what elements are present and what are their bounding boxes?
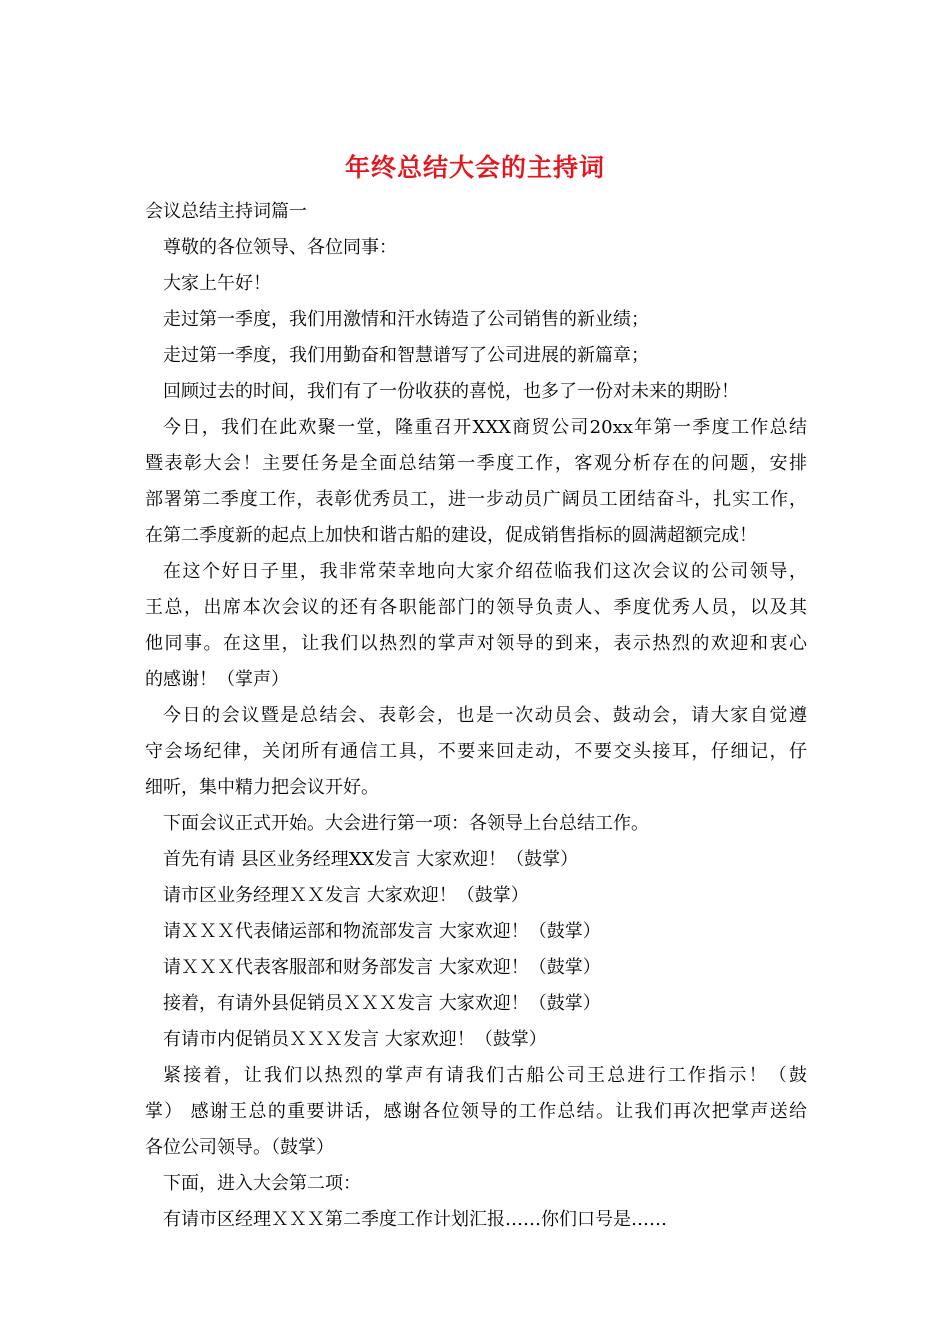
paragraph-line: 暨表彰大会！主要任务是全面总结第一季度工作，客观分析存在的问题，安排 — [145, 453, 807, 474]
paragraph-line: 走过第一季度，我们用激情和汗水铸造了公司销售的新业绩； — [163, 309, 649, 330]
paragraph-line: 王总，出席本次会议的还有各职能部门的领导负责人、季度优秀人员，以及其 — [145, 597, 807, 618]
paragraph-line: 在第二季度新的起点上加快和谐古船的建设，促成销售指标的圆满超额完成！ — [145, 525, 757, 546]
document-title: 年终总结大会的主持词 — [344, 153, 605, 182]
paragraph-line: 请ＸＸＸ代表储运部和物流部发言 大家欢迎！（鼓掌） — [163, 921, 601, 942]
paragraph — [145, 842, 807, 878]
paragraph — [145, 266, 807, 302]
paragraph — [145, 914, 807, 950]
paragraph-line: 的感谢！（掌声） — [145, 669, 289, 690]
paragraph — [145, 1058, 807, 1166]
paragraph — [145, 698, 807, 806]
paragraph-line: 首先有请 县区业务经理XX发言 大家欢迎！（鼓掌） — [163, 849, 579, 870]
paragraph — [145, 1166, 807, 1202]
paragraph-line: 大家上午好！ — [163, 273, 271, 294]
paragraph — [145, 302, 807, 338]
paragraph — [145, 230, 807, 266]
paragraph-line: 下面会议正式开始。大会进行第一项：各领导上台总结工作。 — [163, 813, 649, 834]
paragraph-line: 接着，有请外县促销员ＸＸＸ发言 大家欢迎！（鼓掌） — [163, 993, 601, 1014]
paragraph-list — [145, 230, 807, 1238]
paragraph-line: 今日的会议暨是总结会、表彰会，也是一次动员会、鼓动会，请大家自觉遵 — [163, 705, 807, 726]
paragraph-line: 在这个好日子里，我非常荣幸地向大家介绍莅临我们这次会议的公司领导， — [163, 561, 807, 582]
paragraph-line: 下面，进入大会第二项： — [163, 1173, 361, 1194]
paragraph — [145, 878, 807, 914]
paragraph-line: 掌） 感谢王总的重要讲话，感谢各位领导的工作总结。让我们再次把掌声送给 — [145, 1101, 807, 1122]
paragraph-line: 各位公司领导。（鼓掌） — [145, 1137, 334, 1158]
section-heading: 会议总结主持词篇一 — [145, 201, 307, 222]
paragraph-line: 细听，集中精力把会议开好。 — [145, 777, 379, 798]
paragraph-line: 有请市区经理ＸＸＸ第二季度工作计划汇报……你们口号是…… — [163, 1209, 667, 1230]
paragraph-line: 部署第二季度工作，表彰优秀员工，进一步动员广阔员工团结奋斗，扎实工作， — [145, 489, 807, 510]
paragraph — [145, 1202, 807, 1238]
paragraph-line: 紧接着，让我们以热烈的掌声有请我们古船公司王总进行工作指示！（鼓 — [163, 1065, 807, 1086]
paragraph — [145, 1022, 807, 1058]
paragraph — [145, 338, 807, 374]
paragraph — [145, 410, 807, 554]
paragraph-line: 今日，我们在此欢聚一堂，隆重召开XXX商贸公司20xx年第一季度工作总结 — [163, 417, 807, 438]
document-body — [145, 194, 807, 1238]
paragraph-line: 他同事。在这里，让我们以热烈的掌声对领导的到来，表示热烈的欢迎和衷心 — [145, 633, 807, 654]
paragraph — [145, 950, 807, 986]
paragraph — [145, 806, 807, 842]
paragraph-line: 走过第一季度，我们用勤奋和智慧谱写了公司进展的新篇章； — [163, 345, 649, 366]
paragraph-line: 回顾过去的时间，我们有了一份收获的喜悦，也多了一份对未来的期盼！ — [163, 381, 739, 402]
paragraph — [145, 986, 807, 1022]
paragraph-line: 守会场纪律，关闭所有通信工具，不要来回走动，不要交头接耳，仔细记，仔 — [145, 741, 807, 762]
paragraph — [145, 554, 807, 698]
paragraph-line: 请市区业务经理ＸＸ发言 大家欢迎！（鼓掌） — [163, 885, 529, 906]
paragraph-line: 有请市内促销员ＸＸＸ发言 大家欢迎！（鼓掌） — [163, 1029, 547, 1050]
paragraph-line: 请ＸＸＸ代表客服部和财务部发言 大家欢迎！（鼓掌） — [163, 957, 601, 978]
paragraph — [145, 374, 807, 410]
paragraph-line: 尊敬的各位领导、各位同事： — [163, 237, 397, 258]
